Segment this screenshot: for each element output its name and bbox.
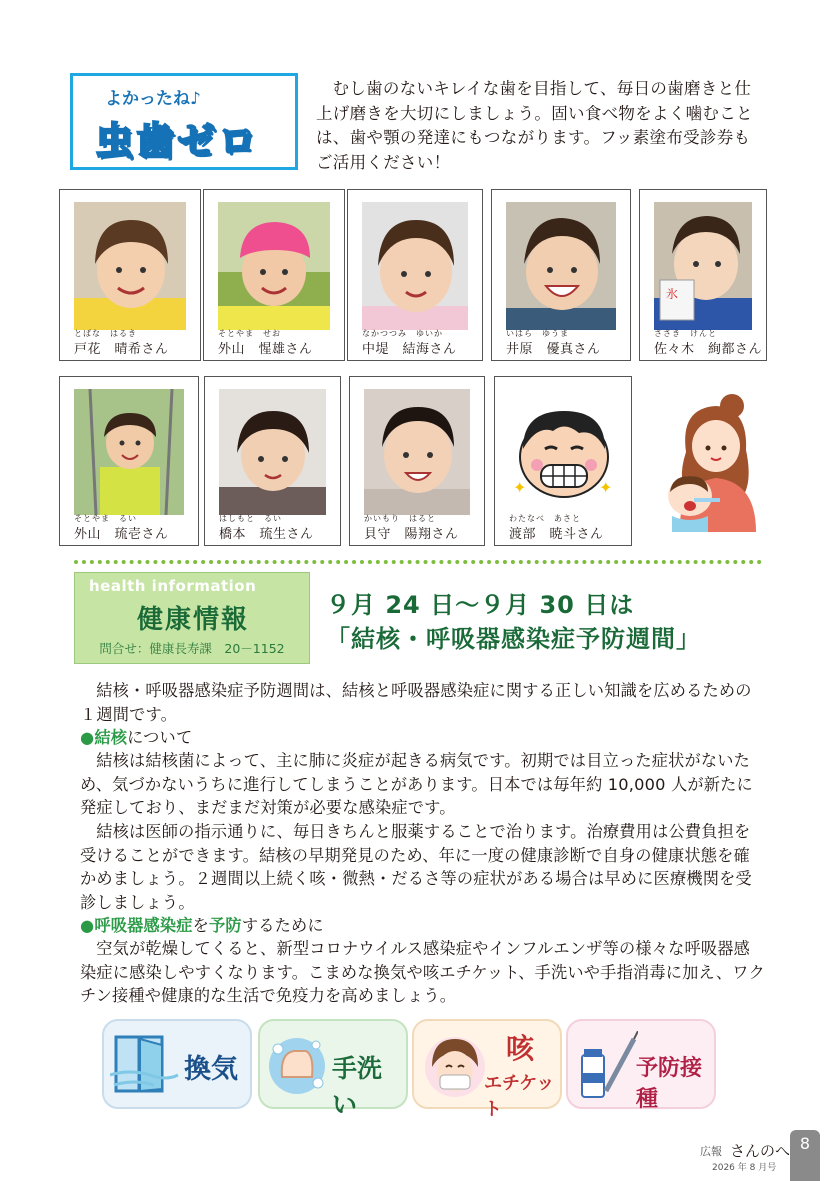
- mother-brushing-baby-illustration: [650, 392, 762, 532]
- health-information-label-en: health information: [89, 577, 257, 595]
- child-card: [349, 376, 485, 546]
- etiquette-label: エチケット: [484, 1073, 555, 1120]
- vaccination-card: [566, 1019, 716, 1112]
- child-photo: [506, 202, 616, 330]
- tuberculosis-paragraph-1: 結核は結核菌によって、主に肺に炎症が起きる病気です。初期では目立った症状がないため、気づかないうちに進行してしまうことがあります。日本では毎年約 10,000 人が新たに発症しており、まだまだ対策が必要な感染症です。: [80, 751, 753, 817]
- health-contact: 問合せ：健康長寿課 20－1152: [99, 641, 285, 656]
- section-respiratory-key: ●呼吸器感染症: [80, 916, 193, 935]
- ventilation-label: 換気: [184, 1054, 238, 1085]
- health-intro: 結核・呼吸器感染症予防週間は、結核と呼吸器感染症に関する正しい知識を広めるための１週間です。: [80, 681, 752, 724]
- child-card: [203, 189, 345, 361]
- child-photo: [364, 389, 470, 517]
- section-respiratory-rest: するために: [241, 916, 324, 935]
- child-name: 戸花 晴希さん: [74, 342, 169, 357]
- child-name: 渡部 暁斗さん: [509, 527, 604, 542]
- smiling-boy-illustration: [509, 389, 617, 517]
- child-photo: [362, 202, 468, 330]
- child-card: [204, 376, 341, 546]
- cavity-free-title-box: [70, 73, 298, 170]
- page-number: 8: [799, 1134, 811, 1153]
- child-furigana: とばな はるき: [74, 329, 137, 338]
- ventilation-card: [102, 1019, 252, 1109]
- health-title-line1: ９月 24 日～９月 30 日は: [326, 591, 635, 619]
- health-information-label-jp: 健康情報: [137, 605, 250, 635]
- child-name: 佐々木 絢都さん: [654, 342, 763, 357]
- handwash-label: 手洗い: [332, 1054, 383, 1119]
- vaccine-icon: [576, 1031, 638, 1103]
- handwash-card: [258, 1019, 408, 1119]
- section-respiratory-key2: 予防: [209, 916, 242, 935]
- child-furigana: わたなべ あさと: [509, 514, 581, 523]
- child-photo: [74, 202, 186, 330]
- child-furigana: そとやま るい: [74, 514, 137, 523]
- footer-publication-name: さんのへ: [730, 1142, 791, 1160]
- cough-mask-icon: [422, 1031, 488, 1103]
- child-photo: [74, 389, 184, 517]
- cough-etiquette-card: [412, 1019, 562, 1120]
- handwash-icon: [266, 1031, 328, 1101]
- child-name: 橋本 琉生さん: [219, 527, 314, 542]
- section-respiratory-heading: [80, 914, 766, 938]
- child-furigana: そとやま せお: [218, 329, 281, 338]
- section-divider: [74, 560, 762, 564]
- health-title: [326, 588, 701, 656]
- child-furigana: はしもと るい: [219, 514, 282, 523]
- child-name: 貝守 陽翔さん: [364, 527, 459, 542]
- child-card: [494, 376, 632, 546]
- page-number-tab: [790, 1130, 820, 1181]
- child-name: 外山 惺雄さん: [218, 342, 313, 357]
- child-name: 外山 琉壱さん: [74, 527, 169, 542]
- child-photo: [654, 202, 752, 330]
- child-card: [639, 189, 767, 361]
- svg-text:✦: ✦: [513, 478, 527, 497]
- child-furigana: かいもり はると: [364, 514, 436, 523]
- section-tuberculosis-rest: について: [127, 728, 193, 747]
- cavity-free-subtitle: よかったね♪: [105, 89, 201, 109]
- child-name: 中堤 結海さん: [362, 342, 457, 357]
- tuberculosis-paragraph-2: 結核は医師の指示通りに、毎日きちんと服薬することで治ります。治療費用は公費負担を受けることができます。結核の早期発見のため、年に一度の健康診断で自身の健康状態を確かめましょう。２週間以上続く咳・微熱・だるさ等の症状がある場合は早めに医療機関を受診しましょう。: [80, 822, 752, 912]
- window-icon: [110, 1029, 180, 1103]
- cavity-free-intro: むし歯のないキレイな歯を目指して、毎日の歯磨きと仕上げ磨きを大切にしましょう。固い食べ物をよく噛むことは、歯や顎の発達にもつながります。フッ素塗布受診券もご活用ください！: [316, 79, 753, 172]
- cavity-free-title: 虫歯ゼロ: [95, 119, 260, 163]
- cough-label: 咳: [506, 1032, 535, 1065]
- health-information-box: [74, 572, 310, 664]
- child-name: 井原 優真さん: [506, 342, 601, 357]
- section-respiratory-mid: を: [192, 916, 210, 935]
- child-photo: [219, 389, 326, 517]
- child-card: [59, 376, 199, 546]
- svg-text:氷: 氷: [666, 287, 679, 301]
- footer-label: 広報: [700, 1145, 722, 1158]
- child-furigana: いはら ゆうま: [506, 329, 569, 338]
- section-tuberculosis-key: ●結核: [80, 728, 128, 747]
- section-tuberculosis-heading: [80, 726, 766, 750]
- child-furigana: ささき けんと: [654, 329, 717, 338]
- respiratory-paragraph: 空気が乾燥してくると、新型コロナウイルス感染症やインフルエンザ等の様々な呼吸器感染症に感染しやすくなります。こまめな換気や咳エチケット、手洗いや手指消毒に加え、ワクチン接種や健康的な生活で免疫力を高めましょう。: [80, 939, 766, 1005]
- health-title-line2: 「結核・呼吸器感染症予防週間」: [326, 625, 701, 653]
- child-card: [59, 189, 201, 361]
- child-photo: [218, 202, 330, 330]
- child-card: [491, 189, 631, 361]
- footer-issue-date: 2026 年 8 月号: [712, 1163, 777, 1173]
- child-card: [347, 189, 483, 361]
- vaccination-label: 予防接種: [636, 1056, 703, 1112]
- child-furigana: なかつつみ ゆいか: [362, 329, 443, 338]
- svg-text:✦: ✦: [599, 478, 613, 497]
